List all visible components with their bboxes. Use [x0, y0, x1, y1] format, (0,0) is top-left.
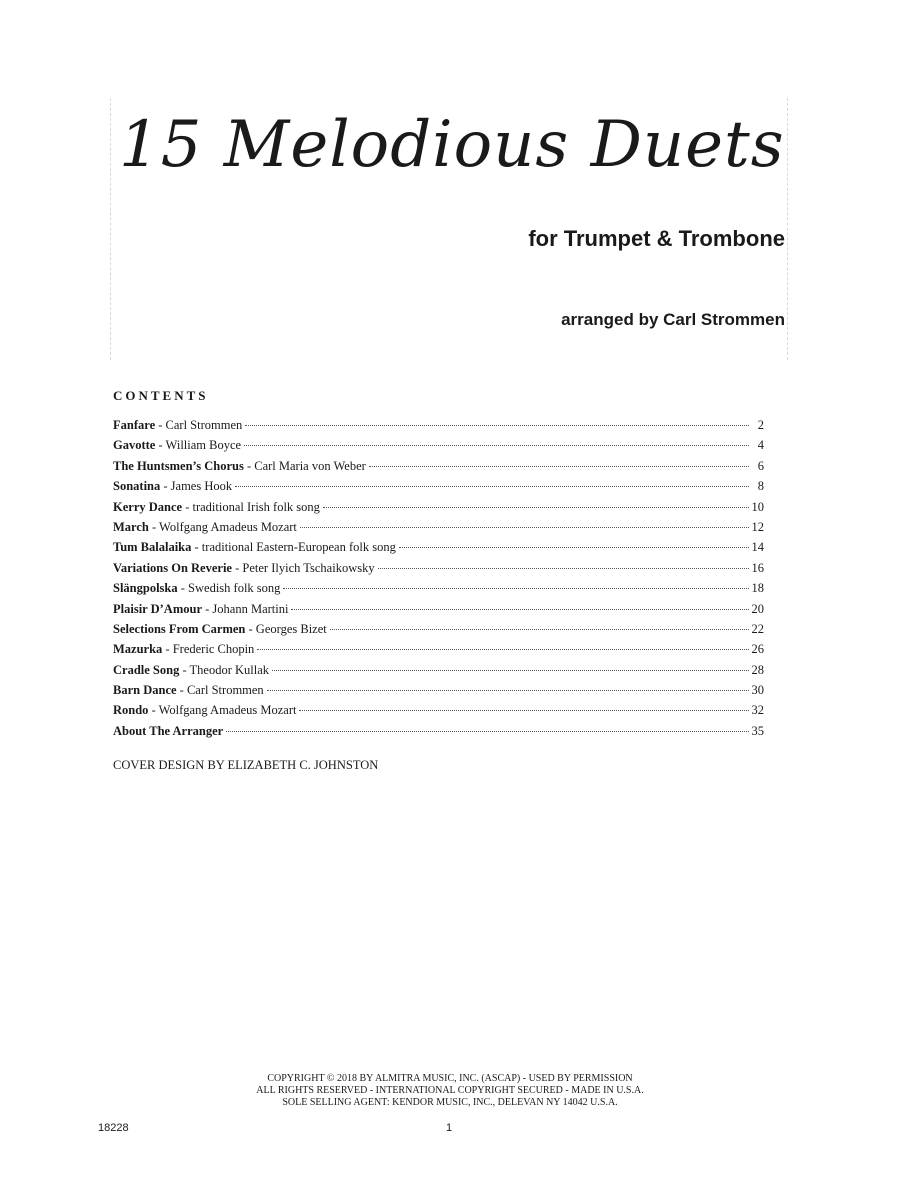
toc-composer: - James Hook: [160, 479, 233, 494]
toc-entry: [113, 561, 764, 581]
cover-design-credit: COVER DESIGN BY ELIZABETH C. JOHNSTON: [113, 758, 379, 772]
toc-entry: [113, 703, 764, 723]
toc-entry: [113, 418, 764, 438]
toc-entry: [113, 642, 764, 662]
toc-leader-dots: [369, 466, 749, 467]
toc-leader-dots: [245, 425, 749, 426]
toc-page: 32: [751, 703, 764, 718]
toc-composer: - Georges Bizet: [245, 621, 327, 636]
toc-title: The Huntsmen’s Chorus: [113, 458, 244, 473]
toc-leader-dots: [399, 547, 749, 548]
toc-entry: [113, 683, 764, 703]
toc-title: Fanfare: [113, 418, 156, 432]
toc-title: Cradle Song: [113, 662, 180, 677]
toc-page: 12: [751, 519, 764, 534]
toc-leader-dots: [291, 609, 748, 610]
toc-page: 28: [751, 662, 764, 677]
toc-composer: - Carl Strommen: [176, 683, 264, 698]
toc-page: 6: [757, 458, 764, 473]
toc-page: 35: [751, 723, 764, 738]
toc-page: 10: [751, 499, 764, 514]
toc-title: March: [113, 519, 149, 534]
toc-entry: [113, 602, 764, 622]
toc-composer: - Swedish folk song: [177, 581, 281, 596]
toc-leader-dots: [235, 486, 749, 487]
toc-title: Sonatina: [113, 479, 161, 494]
copyright-notice: [0, 1073, 900, 1109]
toc-title: Barn Dance: [113, 683, 177, 698]
toc-title: About The Arranger: [113, 723, 224, 738]
subtitle: for Trumpet & Trombone: [528, 226, 785, 251]
toc-page: 2: [757, 418, 764, 432]
toc-page: 22: [751, 621, 764, 636]
toc-composer: - traditional Eastern-European folk song: [191, 540, 396, 555]
toc-entry: [113, 622, 764, 642]
toc-leader-dots: [272, 670, 748, 671]
copyright-line: COPYRIGHT © 2018 BY ALMITRA MUSIC, INC. (ASCAP) - USED BY PERMISSION: [267, 1073, 633, 1084]
main-title: 15 Melodious Duets: [119, 108, 785, 182]
toc-composer: - Theodor Kullak: [179, 662, 270, 677]
toc-page: 8: [757, 479, 764, 494]
toc-composer: - Carl Maria von Weber: [243, 458, 366, 473]
toc-leader-dots: [323, 507, 749, 508]
toc-leader-dots: [283, 588, 748, 589]
toc-composer: - Peter Ilyich Tschaikowsky: [231, 560, 375, 575]
toc-leader-dots: [244, 445, 749, 446]
toc-entry: [113, 459, 764, 479]
toc-title: Kerry Dance: [113, 499, 183, 514]
toc-composer: - William Boyce: [155, 438, 242, 453]
toc-leader-dots: [226, 731, 748, 732]
toc-entry: [113, 500, 764, 520]
toc-leader-dots: [299, 710, 748, 711]
toc-leader-dots: [330, 629, 749, 630]
table-of-contents: [113, 418, 764, 744]
toc-page: 16: [751, 560, 764, 575]
toc-page: 4: [757, 438, 764, 453]
toc-entry: [113, 581, 764, 601]
toc-page: 20: [751, 601, 764, 616]
toc-leader-dots: [300, 527, 749, 528]
toc-title: Gavotte: [113, 438, 156, 453]
title-block: [110, 98, 788, 360]
contents-heading: CONTENTS: [113, 388, 209, 403]
toc-composer: - traditional Irish folk song: [182, 499, 320, 514]
toc-composer: - Wolfgang Amadeus Mozart: [148, 703, 297, 718]
toc-page: 18: [751, 581, 764, 596]
toc-leader-dots: [267, 690, 749, 691]
toc-composer: - Carl Strommen: [155, 418, 243, 432]
toc-entry: [113, 724, 764, 744]
toc-entry: [113, 540, 764, 560]
page-number: 1: [446, 1122, 453, 1134]
toc-entry: [113, 479, 764, 499]
toc-entry: [113, 663, 764, 683]
toc-composer: - Johann Martini: [202, 601, 289, 616]
toc-title: Selections From Carmen: [113, 621, 246, 636]
copyright-line: SOLE SELLING AGENT: KENDOR MUSIC, INC., DELEVAN NY 14042 U.S.A.: [282, 1097, 618, 1108]
toc-title: Rondo: [113, 703, 149, 718]
toc-composer: - Frederic Chopin: [162, 642, 255, 657]
toc-page: 26: [751, 642, 764, 657]
copyright-line: ALL RIGHTS RESERVED - INTERNATIONAL COPYRIGHT SECURED - MADE IN U.S.A.: [256, 1085, 644, 1096]
toc-leader-dots: [257, 649, 748, 650]
arranger-credit: arranged by Carl Strommen: [561, 310, 785, 329]
toc-leader-dots: [378, 568, 749, 569]
toc-title: Slängpolska: [113, 581, 178, 596]
toc-composer: - Wolfgang Amadeus Mozart: [148, 519, 297, 534]
toc-page: 30: [751, 683, 764, 698]
toc-title: Mazurka: [113, 642, 163, 657]
toc-title: Plaisir D’Amour: [113, 601, 202, 616]
toc-title: Variations On Reverie: [113, 560, 232, 575]
toc-page: 14: [751, 540, 764, 555]
catalog-number: 18228: [98, 1122, 129, 1134]
toc-entry: [113, 438, 764, 458]
toc-title: Tum Balalaika: [113, 540, 192, 555]
toc-entry: [113, 520, 764, 540]
